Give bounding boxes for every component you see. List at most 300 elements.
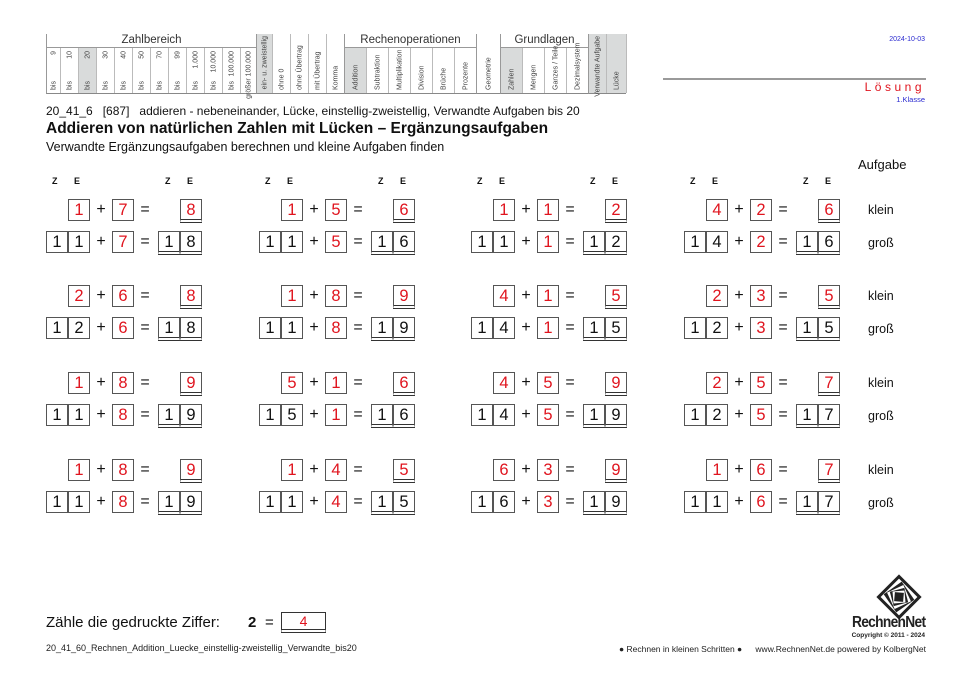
result-box[interactable]: 9 xyxy=(605,459,627,483)
result-box[interactable]: 7 xyxy=(818,372,840,396)
equals-sign: = xyxy=(565,319,575,336)
addend-box[interactable]: 8 xyxy=(325,285,347,307)
category-group xyxy=(256,34,344,94)
equals-sign: = xyxy=(778,461,788,478)
addend-box[interactable]: 5 xyxy=(325,231,347,253)
addend-box[interactable]: 5 xyxy=(750,404,772,426)
addend-ones-box: 1 xyxy=(493,231,515,253)
equals-sign: = xyxy=(565,233,575,250)
plus-sign: + xyxy=(309,493,319,510)
result-box[interactable]: 2 xyxy=(605,199,627,223)
addend-box[interactable]: 2 xyxy=(68,285,90,307)
addend-ones-box: 1 xyxy=(281,317,303,339)
category-cell-label: bis xyxy=(192,81,199,90)
row-label-large: groß xyxy=(868,496,894,510)
equals-sign: = xyxy=(778,493,788,510)
plus-sign: + xyxy=(96,493,106,510)
addend-box[interactable]: 5 xyxy=(281,372,303,394)
result-box[interactable]: 5 xyxy=(393,459,415,483)
ones-header: E xyxy=(287,176,294,186)
result-box[interactable]: 9 xyxy=(393,285,415,309)
addend-box[interactable]: 2 xyxy=(750,199,772,221)
category-cell xyxy=(327,34,345,93)
result-ones-box: 9 xyxy=(605,404,627,428)
ones-header: E xyxy=(74,176,81,186)
category-cell xyxy=(411,48,433,93)
category-cell xyxy=(455,48,477,93)
category-cell-label: Zahlen xyxy=(508,68,515,90)
plus-sign: + xyxy=(309,461,319,478)
category-cell xyxy=(223,48,241,93)
category-cell xyxy=(115,48,133,93)
result-ones-box: 9 xyxy=(393,317,415,341)
result-tens-box: 1 xyxy=(158,491,180,515)
addend-box[interactable]: 1 xyxy=(68,459,90,481)
addend-box[interactable]: 5 xyxy=(537,404,559,426)
category-cell xyxy=(291,34,309,93)
result-ones-box: 8 xyxy=(180,231,202,255)
addend-tens-box: 1 xyxy=(684,317,706,339)
addend-box[interactable]: 4 xyxy=(493,372,515,394)
addend-box[interactable]: 6 xyxy=(750,459,772,481)
category-cell-label: bis xyxy=(120,81,127,90)
plus-sign: + xyxy=(96,233,106,250)
plus-sign: + xyxy=(521,201,531,218)
category-cell-label: bis xyxy=(84,81,91,90)
addend-tens-box: 1 xyxy=(471,317,493,339)
equals-sign: = xyxy=(140,201,150,218)
addend-ones-box: 1 xyxy=(68,404,90,426)
addend-box[interactable]: 5 xyxy=(750,372,772,394)
category-cell xyxy=(169,48,187,93)
result-tens-box: 1 xyxy=(796,404,818,428)
category-cell xyxy=(61,48,79,93)
equals-sign: = xyxy=(353,374,363,391)
category-cell xyxy=(257,34,273,93)
category-cell-label: Dezimalsystem xyxy=(574,42,581,90)
addend-box[interactable]: 1 xyxy=(281,199,303,221)
addend-box[interactable]: 3 xyxy=(537,459,559,481)
category-cell-top-label: 50 xyxy=(138,51,145,59)
addend-ones-box: 4 xyxy=(493,404,515,426)
result-ones-box: 7 xyxy=(818,491,840,515)
category-cell xyxy=(501,48,523,93)
category-group-title: Zahlbereich xyxy=(121,34,182,46)
plus-sign: + xyxy=(96,406,106,423)
addend-box[interactable]: 6 xyxy=(112,285,134,307)
category-cell-label: bis xyxy=(210,81,217,90)
category-cell-top-label: 70 xyxy=(156,51,163,59)
addend-ones-box: 6 xyxy=(493,491,515,513)
plus-sign: + xyxy=(521,493,531,510)
ones-header: E xyxy=(187,176,194,186)
count-prompt: Zähle die gedruckte Ziffer: xyxy=(46,614,220,631)
result-box[interactable]: 8 xyxy=(180,199,202,223)
category-cell-label: Mengen xyxy=(530,64,537,90)
result-ones-box: 6 xyxy=(818,231,840,255)
plus-sign: + xyxy=(96,287,106,304)
equals-sign: = xyxy=(565,201,575,218)
category-cell xyxy=(477,34,501,93)
addend-box[interactable]: 4 xyxy=(325,459,347,481)
equals-sign: = xyxy=(353,201,363,218)
addend-box[interactable]: 3 xyxy=(750,285,772,307)
result-box[interactable]: 8 xyxy=(180,285,202,309)
category-cell-top-label: 30 xyxy=(102,51,109,59)
addend-ones-box: 5 xyxy=(281,404,303,426)
category-cell xyxy=(151,48,169,93)
result-box[interactable]: 5 xyxy=(605,285,627,309)
category-cell xyxy=(205,48,223,93)
addend-tens-box: 1 xyxy=(684,404,706,426)
result-ones-box: 8 xyxy=(180,317,202,341)
equals-sign: = xyxy=(353,493,363,510)
addend-box[interactable]: 1 xyxy=(537,317,559,339)
row-label-small: klein xyxy=(868,289,894,303)
equals-sign: = xyxy=(565,287,575,304)
category-cell xyxy=(187,48,205,93)
category-cell xyxy=(133,48,151,93)
addend-tens-box: 1 xyxy=(684,491,706,513)
addend-box[interactable]: 3 xyxy=(537,491,559,513)
category-cell-label: Geometrie xyxy=(485,57,492,90)
category-cell xyxy=(79,48,97,93)
result-tens-box: 1 xyxy=(796,231,818,255)
plus-sign: + xyxy=(521,406,531,423)
tens-header: Z xyxy=(165,176,171,186)
result-tens-box: 1 xyxy=(158,231,180,255)
addend-box[interactable]: 1 xyxy=(537,285,559,307)
plus-sign: + xyxy=(521,287,531,304)
category-cell-top-label: 1.000 xyxy=(192,51,199,69)
solution-label: Lösung xyxy=(864,80,925,94)
category-cell xyxy=(97,48,115,93)
addend-ones-box: 4 xyxy=(493,317,515,339)
equals-sign: = xyxy=(353,287,363,304)
category-table xyxy=(46,34,626,99)
equals-sign: = xyxy=(778,287,788,304)
addend-box[interactable]: 8 xyxy=(112,372,134,394)
category-cell-top-label: 40 xyxy=(120,51,127,59)
addend-tens-box: 1 xyxy=(46,404,68,426)
result-ones-box: 6 xyxy=(393,404,415,428)
addend-box[interactable]: 1 xyxy=(325,404,347,426)
category-group-title: Rechenoperationen xyxy=(360,34,461,46)
addend-box[interactable]: 1 xyxy=(68,372,90,394)
plus-sign: + xyxy=(309,374,319,391)
addend-ones-box: 4 xyxy=(706,231,728,253)
result-tens-box: 1 xyxy=(371,231,393,255)
addend-tens-box: 1 xyxy=(259,491,281,513)
result-box[interactable]: 6 xyxy=(393,199,415,223)
category-group-title: Grundlagen xyxy=(514,34,575,46)
addend-tens-box: 1 xyxy=(259,317,281,339)
addend-tens-box: 1 xyxy=(471,491,493,513)
equals-sign: = xyxy=(778,406,788,423)
result-box[interactable]: 9 xyxy=(180,372,202,396)
category-cell xyxy=(433,48,455,93)
result-tens-box: 1 xyxy=(371,317,393,341)
category-cell-label: Prozente xyxy=(462,61,469,90)
category-cell-top-label: 100.000 xyxy=(228,51,235,77)
result-tens-box: 1 xyxy=(796,317,818,341)
plus-sign: + xyxy=(309,233,319,250)
category-group xyxy=(500,34,588,94)
addend-box[interactable]: 7 xyxy=(112,231,134,253)
addend-box[interactable]: 1 xyxy=(537,231,559,253)
plus-sign: + xyxy=(734,374,744,391)
category-cell-top-label: größer 100.000 xyxy=(245,51,252,99)
addend-tens-box: 1 xyxy=(259,404,281,426)
aufgabe-column-label: Aufgabe xyxy=(858,157,907,172)
plus-sign: + xyxy=(96,319,106,336)
addend-ones-box: 1 xyxy=(281,491,303,513)
result-ones-box: 9 xyxy=(180,491,202,515)
addend-box[interactable]: 4 xyxy=(706,199,728,221)
equals-sign: = xyxy=(353,319,363,336)
addend-box[interactable]: 5 xyxy=(537,372,559,394)
addend-ones-box: 2 xyxy=(68,317,90,339)
plus-sign: + xyxy=(96,201,106,218)
addend-box[interactable]: 6 xyxy=(750,491,772,513)
addend-box[interactable]: 4 xyxy=(493,285,515,307)
addend-box[interactable]: 2 xyxy=(706,372,728,394)
addend-box[interactable]: 6 xyxy=(112,317,134,339)
equals-sign: = xyxy=(353,406,363,423)
category-cell xyxy=(309,34,327,93)
result-ones-box: 5 xyxy=(605,317,627,341)
addend-box[interactable]: 8 xyxy=(112,459,134,481)
addend-ones-box: 1 xyxy=(281,231,303,253)
result-tens-box: 1 xyxy=(158,317,180,341)
plus-sign: + xyxy=(309,319,319,336)
addend-box[interactable]: 1 xyxy=(325,372,347,394)
category-group xyxy=(46,34,256,99)
equals-sign: = xyxy=(140,233,150,250)
row-label-small: klein xyxy=(868,376,894,390)
addend-tens-box: 1 xyxy=(471,231,493,253)
result-ones-box: 9 xyxy=(180,404,202,428)
ones-header: E xyxy=(612,176,619,186)
category-cell-label: Brüche xyxy=(440,67,447,90)
result-box[interactable]: 5 xyxy=(818,285,840,309)
equals-sign: = xyxy=(140,406,150,423)
result-box[interactable]: 7 xyxy=(818,459,840,483)
category-group xyxy=(344,34,476,94)
row-label-large: groß xyxy=(868,236,894,250)
category-cell-top-label: 10 xyxy=(66,51,73,59)
addend-box[interactable]: 1 xyxy=(281,285,303,307)
result-ones-box: 2 xyxy=(605,231,627,255)
plus-sign: + xyxy=(96,461,106,478)
addend-ones-box: 1 xyxy=(706,491,728,513)
result-ones-box: 7 xyxy=(818,404,840,428)
result-tens-box: 1 xyxy=(583,231,605,255)
category-cell xyxy=(589,34,607,97)
equals-sign: = xyxy=(140,287,150,304)
equals-sign: = xyxy=(353,233,363,250)
tens-header: Z xyxy=(690,176,696,186)
result-ones-box: 9 xyxy=(605,491,627,515)
count-answer-box[interactable]: 4 xyxy=(281,612,326,633)
equals-sign: = xyxy=(778,319,788,336)
tens-header: Z xyxy=(378,176,384,186)
addend-box[interactable]: 6 xyxy=(493,459,515,481)
category-cell-label: mit Übertrag xyxy=(314,51,321,90)
addend-ones-box: 2 xyxy=(706,317,728,339)
plus-sign: + xyxy=(521,461,531,478)
result-box[interactable]: 6 xyxy=(818,199,840,223)
result-box[interactable]: 9 xyxy=(605,372,627,396)
addend-box[interactable]: 5 xyxy=(325,199,347,221)
addend-box[interactable]: 1 xyxy=(281,459,303,481)
category-cell-label: Subtraktion xyxy=(374,54,381,90)
result-tens-box: 1 xyxy=(796,491,818,515)
category-cell-top-label: 10.000 xyxy=(210,51,217,73)
category-cell-top-label: Verwandte Aufgabe xyxy=(594,36,601,97)
equals-sign: = xyxy=(353,461,363,478)
ones-header: E xyxy=(400,176,407,186)
count-equals: = xyxy=(265,614,274,631)
addend-tens-box: 1 xyxy=(471,404,493,426)
equals-sign: = xyxy=(565,493,575,510)
plus-sign: + xyxy=(734,461,744,478)
row-label-small: klein xyxy=(868,463,894,477)
result-tens-box: 1 xyxy=(158,404,180,428)
addend-box[interactable]: 1 xyxy=(493,199,515,221)
result-ones-box: 5 xyxy=(393,491,415,515)
addend-box[interactable]: 2 xyxy=(750,231,772,253)
tens-header: Z xyxy=(803,176,809,186)
addend-box[interactable]: 1 xyxy=(537,199,559,221)
addend-ones-box: 1 xyxy=(68,491,90,513)
result-tens-box: 1 xyxy=(583,404,605,428)
result-tens-box: 1 xyxy=(583,317,605,341)
addend-box[interactable]: 7 xyxy=(112,199,134,221)
result-box[interactable]: 9 xyxy=(180,459,202,483)
category-cell xyxy=(273,34,291,93)
addend-tens-box: 1 xyxy=(259,231,281,253)
plus-sign: + xyxy=(309,287,319,304)
count-digit: 2 xyxy=(248,614,257,631)
category-cell-label: Lücke xyxy=(613,71,620,90)
addend-box[interactable]: 4 xyxy=(325,491,347,513)
addend-box[interactable]: 2 xyxy=(706,285,728,307)
category-group xyxy=(476,34,500,94)
file-name: 20_41_60_Rechnen_Addition_Luecke_einstellig-zweistellig_Verwandte_bis20 xyxy=(46,643,357,653)
addend-tens-box: 1 xyxy=(46,231,68,253)
addend-tens-box: 1 xyxy=(684,231,706,253)
category-cell-label: Komma xyxy=(332,65,339,90)
equals-sign: = xyxy=(778,201,788,218)
logo-text: RechnenNet xyxy=(851,614,925,631)
equals-sign: = xyxy=(778,233,788,250)
category-cell-label: Multiplikation xyxy=(396,49,403,90)
category-cell-label: Division xyxy=(418,65,425,90)
addend-box[interactable]: 8 xyxy=(112,404,134,426)
equals-sign: = xyxy=(565,406,575,423)
plus-sign: + xyxy=(734,287,744,304)
result-box[interactable]: 6 xyxy=(393,372,415,396)
page-subtitle: Verwandte Ergänzungsaufgaben berechnen und kleine Aufgaben finden xyxy=(46,140,445,154)
tens-header: Z xyxy=(265,176,271,186)
category-cell xyxy=(47,48,61,93)
category-cell-top-label: 20 xyxy=(84,51,91,59)
plus-sign: + xyxy=(96,374,106,391)
date-label: 2024-10-03 xyxy=(889,36,925,43)
tens-header: Z xyxy=(477,176,483,186)
result-ones-box: 6 xyxy=(393,231,415,255)
addend-box[interactable]: 1 xyxy=(706,459,728,481)
category-cell-label: ohne Übertrag xyxy=(296,45,303,90)
result-ones-box: 5 xyxy=(818,317,840,341)
category-cell xyxy=(567,42,589,93)
category-cell-label: bis xyxy=(138,81,145,90)
category-cell-label: bis xyxy=(174,81,181,90)
equals-sign: = xyxy=(778,374,788,391)
plus-sign: + xyxy=(734,233,744,250)
category-cell-label: bis xyxy=(66,81,73,90)
category-cell-top-label: 99 xyxy=(174,51,181,59)
copyright: Copyright © 2011 - 2024 xyxy=(851,632,925,639)
category-cell xyxy=(367,48,389,93)
category-cell-top-label: ein- u. zweistellig xyxy=(261,36,268,90)
equals-sign: = xyxy=(140,374,150,391)
category-cell-label: Addition xyxy=(352,64,359,90)
addend-box[interactable]: 8 xyxy=(325,317,347,339)
plus-sign: + xyxy=(309,406,319,423)
row-label-small: klein xyxy=(868,203,894,217)
plus-sign: + xyxy=(521,233,531,250)
plus-sign: + xyxy=(734,493,744,510)
tens-header: Z xyxy=(590,176,596,186)
addend-box[interactable]: 3 xyxy=(750,317,772,339)
plus-sign: + xyxy=(309,201,319,218)
equals-sign: = xyxy=(140,461,150,478)
page-title: Addieren von natürlichen Zahlen mit Lücken – Ergänzungsaufgaben xyxy=(46,120,549,137)
ones-header: E xyxy=(499,176,506,186)
website-link[interactable]: www.RechnenNet.de powered by KolbergNet xyxy=(755,644,926,654)
category-cell-label: bis xyxy=(228,81,235,90)
row-label-large: groß xyxy=(868,322,894,336)
addend-ones-box: 2 xyxy=(706,404,728,426)
plus-sign: + xyxy=(734,406,744,423)
addend-box[interactable]: 1 xyxy=(68,199,90,221)
ones-header: E xyxy=(712,176,719,186)
category-cell xyxy=(523,48,545,93)
addend-box[interactable]: 8 xyxy=(112,491,134,513)
category-cell-top-label: 9 xyxy=(50,51,57,55)
result-tens-box: 1 xyxy=(371,404,393,428)
plus-sign: + xyxy=(521,319,531,336)
plus-sign: + xyxy=(521,374,531,391)
equals-sign: = xyxy=(140,319,150,336)
equals-sign: = xyxy=(565,374,575,391)
category-cell-label: Ganzes / Teile xyxy=(552,45,559,90)
addend-tens-box: 1 xyxy=(46,317,68,339)
category-cell xyxy=(241,48,257,99)
addend-ones-box: 1 xyxy=(68,231,90,253)
ones-header: E xyxy=(825,176,832,186)
equals-sign: = xyxy=(140,493,150,510)
grade-label: 1.Klasse xyxy=(896,95,925,104)
result-tens-box: 1 xyxy=(371,491,393,515)
equals-sign: = xyxy=(565,461,575,478)
category-cell-label: bis xyxy=(50,81,57,90)
category-cell-label: ohne 0 xyxy=(278,68,285,90)
addend-tens-box: 1 xyxy=(46,491,68,513)
category-cell xyxy=(345,48,367,93)
